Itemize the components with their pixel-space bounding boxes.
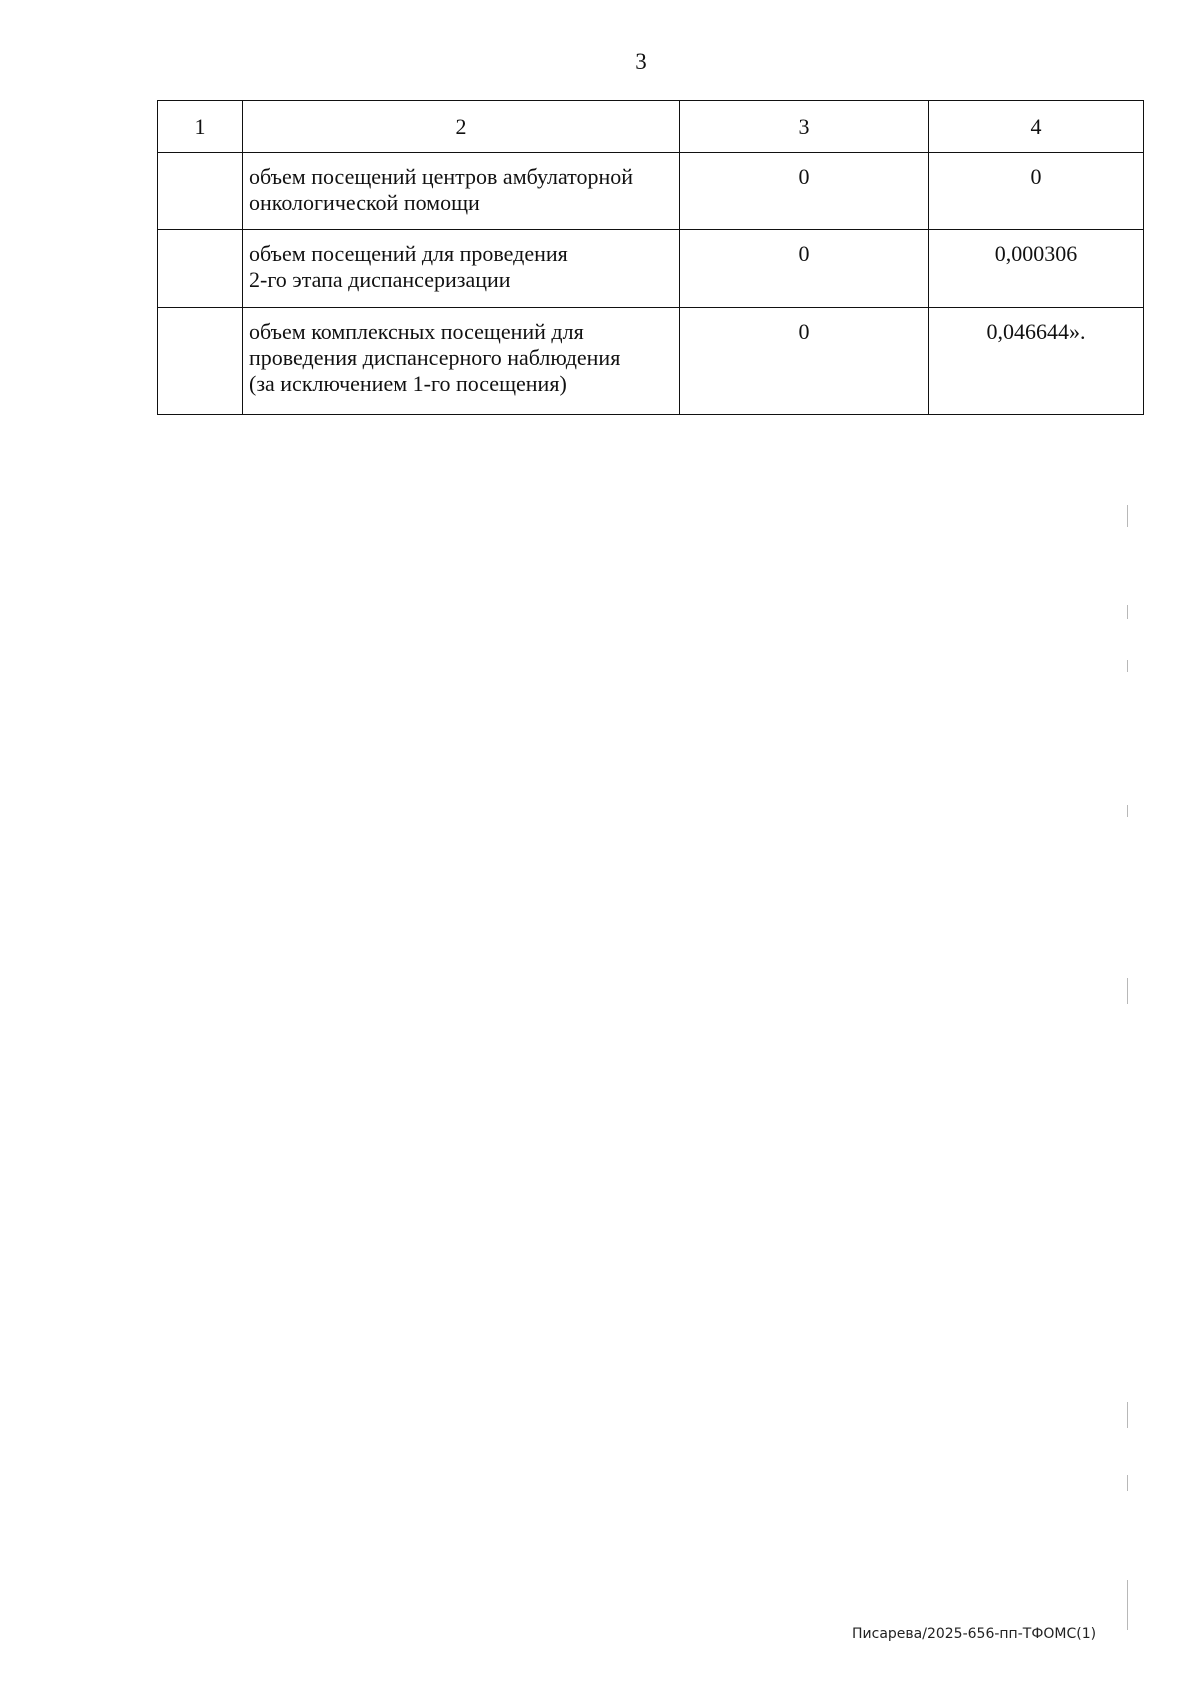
scan-artifact-mark (1127, 660, 1128, 672)
row-col3-value: 0 (680, 308, 929, 415)
row-description-cell (243, 230, 680, 308)
table-header-row (158, 101, 1144, 153)
description-line: объем посещений центров амбулаторной (249, 164, 634, 189)
table-body (158, 153, 1144, 415)
table-row (158, 308, 1144, 415)
table-row (158, 230, 1144, 308)
description-line: проведения диспансерного наблюдения (249, 345, 621, 370)
scan-artifact-mark (1127, 978, 1128, 1004)
scan-artifact-mark (1127, 805, 1128, 817)
document-registration-stamp: Писарева/2025-656-пп-ТФОМС(1) (852, 1626, 1097, 1642)
row-number-cell (158, 230, 243, 308)
description-line: объем комплексных посещений для (249, 319, 584, 344)
header-cell-4: 4 (929, 101, 1144, 153)
row-col4-value: 0,000306 (929, 230, 1144, 308)
description-line: (за исключением 1-го посещения) (249, 371, 567, 396)
row-description-cell (243, 153, 680, 230)
scan-artifact-mark (1127, 1402, 1128, 1428)
scan-artifact-mark (1127, 505, 1128, 527)
row-number-cell (158, 308, 243, 415)
scan-artifact-mark (1127, 605, 1128, 619)
row-col4-value: 0 (929, 153, 1144, 230)
row-description-cell (243, 308, 680, 415)
description-line: 2-го этапа диспансеризации (249, 267, 511, 292)
scan-artifact-mark (1127, 1475, 1128, 1491)
header-cell-2: 2 (243, 101, 680, 153)
row-col3-value: 0 (680, 230, 929, 308)
header-cell-1: 1 (158, 101, 243, 153)
description-line: онкологической помощи (249, 190, 480, 215)
volume-table (157, 100, 1144, 415)
row-col3-value: 0 (680, 153, 929, 230)
table-row (158, 153, 1144, 230)
table-header (158, 101, 1144, 153)
row-col4-value: 0,046644». (929, 308, 1144, 415)
row-number-cell (158, 153, 243, 230)
description-line: объем посещений для проведения (249, 241, 568, 266)
page-number: 3 (635, 49, 647, 74)
header-cell-3: 3 (680, 101, 929, 153)
scan-artifact-mark (1127, 1580, 1128, 1630)
